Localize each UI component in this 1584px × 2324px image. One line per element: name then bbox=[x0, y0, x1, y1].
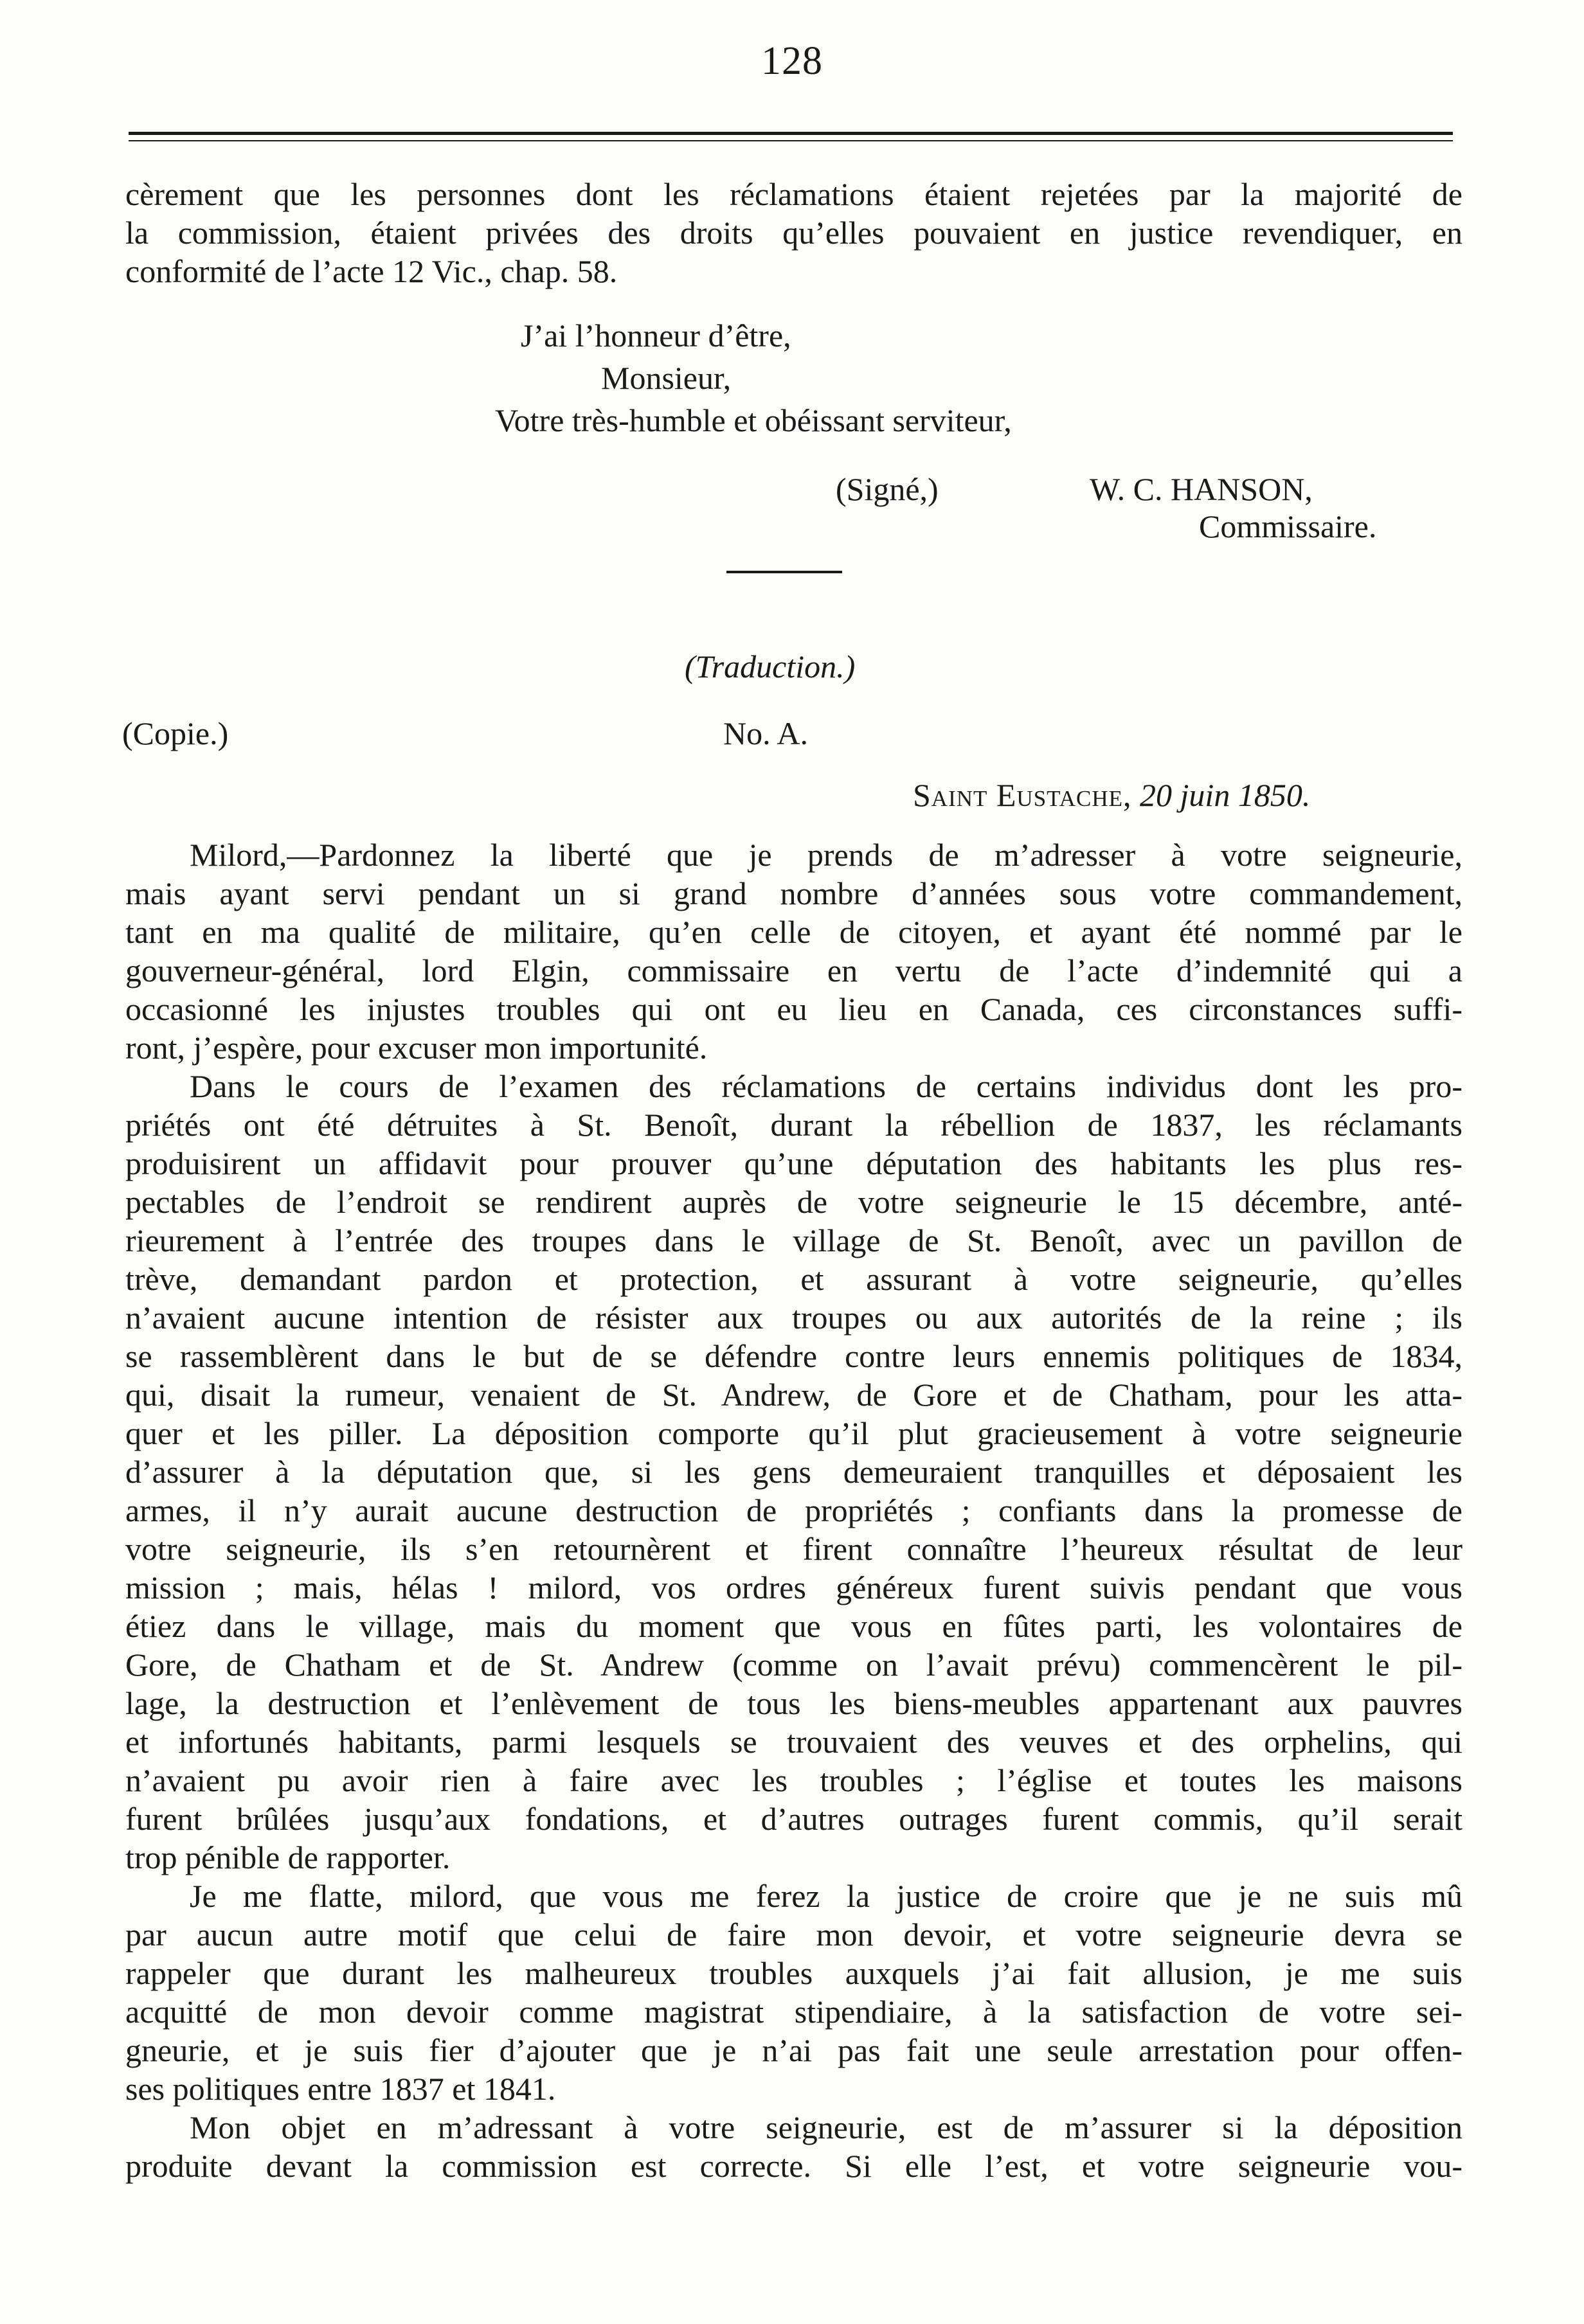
text-line: produisirent un affidavit pour prouver qu’une députation des habitants les plus res- bbox=[125, 1145, 1462, 1181]
signer-name: W. C. HANSON, bbox=[1090, 471, 1313, 507]
text-line: rieurement à l’entrée des troupes dans le village de St. Benoît, avec un pavillon de bbox=[125, 1222, 1462, 1258]
text-line: trop pénible de rapporter. bbox=[125, 1839, 451, 1875]
text-line: Mon objet en m’adressant à votre seigneurie, est de m’assurer si la déposition bbox=[190, 2109, 1462, 2145]
text-line: d’assurer à la députation que, si les gens demeuraient tranquilles et déposaient les bbox=[125, 1454, 1462, 1490]
section-divider bbox=[726, 571, 842, 573]
dateline-date: 20 juin 1850. bbox=[1140, 777, 1311, 813]
text-line: ses politiques entre 1837 et 1841. bbox=[125, 2071, 556, 2107]
closing-formula: Votre très-humble et obéissant serviteur, bbox=[495, 402, 1012, 438]
text-line: furent brûlées jusqu’aux fondations, et d’autres outrages furent commis, qu’il serait bbox=[125, 1801, 1462, 1837]
header-rule bbox=[129, 132, 1453, 135]
letter-body bbox=[125, 836, 1462, 2185]
text-line: Milord,—Pardonnez la liberté que je prends de m’adresser à votre seigneurie, bbox=[190, 837, 1462, 873]
text-line: occasionné les injustes troubles qui ont eu lieu en Canada, ces circonstances suffi- bbox=[125, 991, 1462, 1027]
text-line: et infortunés habitants, parmi lesquels se trouvaient des veuves et des orphelins, qui bbox=[125, 1724, 1462, 1760]
signed-label: (Signé,) bbox=[836, 471, 939, 507]
opening-paragraph bbox=[125, 175, 1462, 290]
text-line: cèrement que les personnes dont les réclamations étaient rejetées par la majorité de bbox=[125, 176, 1462, 212]
text-line: mais ayant servi pendant un si grand nombre d’années sous votre commandement, bbox=[125, 875, 1462, 911]
document-number: No. A. bbox=[723, 715, 808, 751]
text-line: acquitté de mon devoir comme magistrat stipendiaire, à la satisfaction de votre sei- bbox=[125, 1994, 1462, 2030]
text-line: se rassemblèrent dans le but de se défendre contre leurs ennemis politiques de 1834, bbox=[125, 1338, 1462, 1374]
text-line: Gore, de Chatham et de St. Andrew (comme on l’avait prévu) commencèrent le pil- bbox=[125, 1647, 1462, 1683]
text-line: par aucun autre motif que celui de faire mon devoir, et votre seigneurie devra se bbox=[125, 1917, 1462, 1953]
header-rule-thin bbox=[129, 140, 1453, 141]
page-number: 128 bbox=[761, 39, 823, 83]
text-line: étiez dans le village, mais du moment que vous en fûtes parti, les volontaires de bbox=[125, 1608, 1462, 1644]
text-line: produite devant la commission est correcte. Si elle l’est, et votre seigneurie vou- bbox=[125, 2148, 1462, 2184]
paragraph-3 bbox=[125, 1877, 1462, 2108]
paragraph-4 bbox=[125, 2108, 1462, 2185]
text-line: gouverneur-général, lord Elgin, commissaire en vertu de l’acte d’indemnité qui a bbox=[125, 952, 1462, 988]
text-line: la commission, étaient privées des droits qu’elles pouvaient en justice revendiquer, en bbox=[125, 215, 1462, 251]
text-line: armes, il n’y aurait aucune destruction de propriétés ; confiants dans la promesse de bbox=[125, 1492, 1462, 1528]
text-line: qui, disait la rumeur, venaient de St. Andrew, de Gore et de Chatham, pour les atta- bbox=[125, 1377, 1462, 1413]
paragraph-1 bbox=[125, 836, 1462, 1067]
text-line: mission ; mais, hélas ! milord, vos ordres généreux furent suivis pendant que vous bbox=[125, 1569, 1462, 1605]
text-line: votre seigneurie, ils s’en retournèrent et firent connaître l’heureux résultat de leur bbox=[125, 1531, 1462, 1567]
text-line: n’avaient aucune intention de résister aux troupes ou aux autorités de la reine ; ils bbox=[125, 1300, 1462, 1336]
text-line: Je me flatte, milord, que vous me ferez la justice de croire que je ne suis mû bbox=[190, 1878, 1462, 1914]
text-line: gneurie, et je suis fier d’ajouter que je n’ai pas fait une seule arrestation pour offen- bbox=[125, 2032, 1462, 2068]
signer-title: Commissaire. bbox=[1199, 508, 1377, 544]
text-line: rappeler que durant les malheureux troubles auxquels j’ai fait allusion, je me suis bbox=[125, 1955, 1462, 1991]
text-line: conformité de l’acte 12 Vic., chap. 58. bbox=[125, 253, 618, 289]
text-line: ront, j’espère, pour excuser mon importunité. bbox=[125, 1030, 708, 1066]
text-line: Dans le cours de l’examen des réclamations de certains individus dont les pro- bbox=[190, 1068, 1462, 1104]
translation-label: (Traduction.) bbox=[685, 648, 856, 684]
text-line: trève, demandant pardon et protection, et assurant à votre seigneurie, qu’elles bbox=[125, 1261, 1462, 1297]
text-line: priétés ont été détruites à St. Benoît, durant la rébellion de 1837, les réclamants bbox=[125, 1107, 1462, 1143]
dateline bbox=[913, 776, 1310, 814]
text-line: tant en ma qualité de militaire, qu’en celle de citoyen, et ayant été nommé par le bbox=[125, 914, 1462, 950]
text-line: quer et les piller. La déposition comporte qu’il plut gracieusement à votre seigneurie bbox=[125, 1415, 1462, 1451]
closing-salutation: J’ai l’honneur d’être, bbox=[521, 317, 791, 353]
copy-label: (Copie.) bbox=[122, 715, 229, 751]
dateline-place: Saint Eustache, bbox=[913, 777, 1132, 813]
paragraph-2 bbox=[125, 1067, 1462, 1877]
text-line: pectables de l’endroit se rendirent auprès de votre seigneurie le 15 décembre, anté- bbox=[125, 1184, 1462, 1220]
text-line: n’avaient pu avoir rien à faire avec les troubles ; l’église et toutes les maisons bbox=[125, 1762, 1462, 1798]
text-line: lage, la destruction et l’enlèvement de tous les biens-meubles appartenant aux pauvres bbox=[125, 1685, 1462, 1721]
closing-address: Monsieur, bbox=[601, 360, 732, 396]
